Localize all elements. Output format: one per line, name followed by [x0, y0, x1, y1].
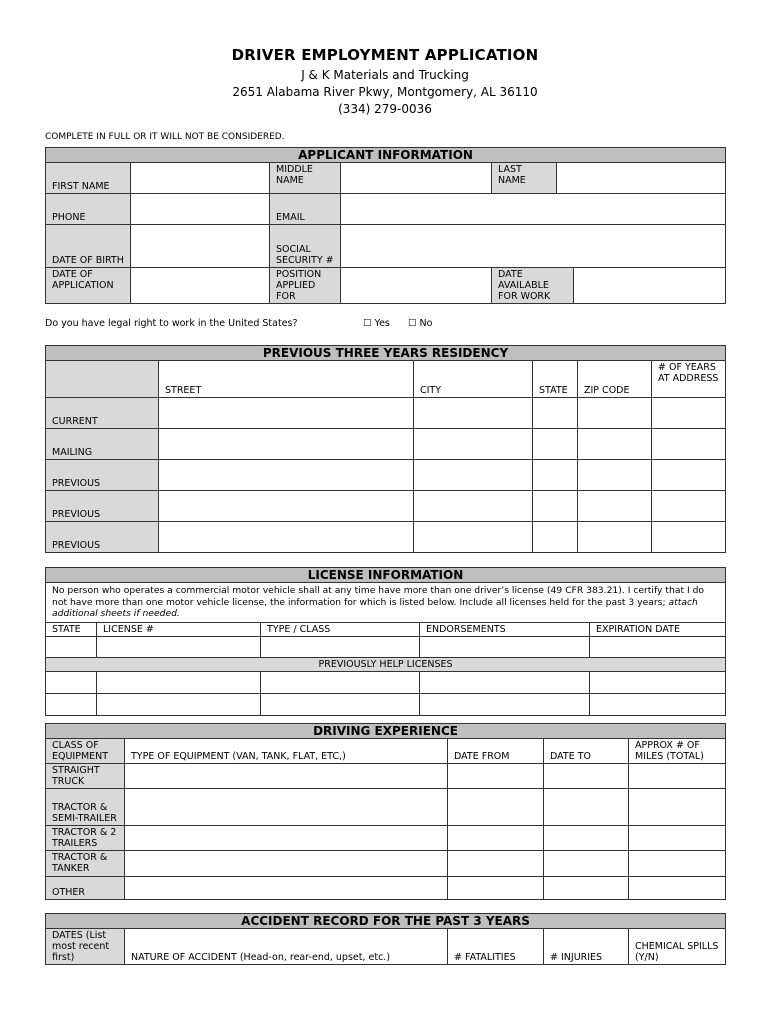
city-field[interactable]	[414, 522, 533, 553]
endorsements-field[interactable]	[420, 693, 590, 715]
license-class-header: TYPE / CLASS	[261, 622, 420, 636]
license-notice-italic: attach additional sheets if needed.	[52, 596, 698, 619]
state-header: STATE	[533, 361, 578, 398]
street-field[interactable]	[159, 429, 414, 460]
license-state-field[interactable]	[46, 693, 97, 715]
company-phone: (334) 279-0036	[338, 102, 432, 116]
residency-row-label: MAILING	[46, 429, 159, 460]
date-to-field[interactable]	[544, 877, 629, 900]
state-field[interactable]	[533, 491, 578, 522]
first-name-label: FIRST NAME	[46, 163, 131, 194]
years-field[interactable]	[652, 491, 726, 522]
middle-name-label: MIDDLE NAME	[270, 163, 341, 194]
years-header: # OF YEARS AT ADDRESS	[652, 361, 726, 398]
company-address: 2651 Alabama River Pkwy, Montgomery, AL 36110	[232, 85, 538, 99]
years-field[interactable]	[652, 460, 726, 491]
chemical-spills-header: CHEMICAL SPILLS (Y/N)	[629, 929, 726, 965]
license-state-field[interactable]	[46, 636, 97, 657]
last-name-label: LAST NAME	[492, 163, 557, 194]
state-field[interactable]	[533, 522, 578, 553]
equipment-class-label: TRACTOR & 2 TRAILERS	[46, 826, 125, 851]
experience-table	[45, 723, 726, 900]
city-header: CITY	[414, 361, 533, 398]
street-field[interactable]	[159, 460, 414, 491]
city-field[interactable]	[414, 491, 533, 522]
applicant-table	[45, 147, 726, 304]
legal-right-question	[45, 318, 433, 329]
date-from-field[interactable]	[448, 764, 544, 789]
position-label: POSITION APPLIED FOR	[270, 268, 341, 304]
miles-field[interactable]	[629, 789, 726, 826]
date-from-field[interactable]	[448, 789, 544, 826]
yes-checkbox[interactable]: ☐ Yes	[363, 318, 390, 329]
years-field[interactable]	[652, 398, 726, 429]
street-field[interactable]	[159, 491, 414, 522]
phone-field[interactable]	[131, 194, 270, 225]
email-field[interactable]	[341, 194, 726, 225]
date-of-application-label: DATE OF APPLICATION	[46, 268, 131, 304]
residency-row-label: PREVIOUS	[46, 460, 159, 491]
equipment-class-label: OTHER	[46, 877, 125, 900]
zip-header: ZIP CODE	[578, 361, 652, 398]
completion-note: COMPLETE IN FULL OR IT WILL NOT BE CONSIDERED.	[45, 132, 285, 142]
license-table	[45, 567, 726, 716]
zip-field[interactable]	[578, 398, 652, 429]
equipment-class-label: TRACTOR & TANKER	[46, 851, 125, 877]
middle-name-field[interactable]	[341, 163, 492, 194]
license-class-field[interactable]	[261, 671, 420, 693]
date-to-field[interactable]	[544, 826, 629, 851]
residency-heading: PREVIOUS THREE YEARS RESIDENCY	[46, 346, 726, 361]
street-field[interactable]	[159, 398, 414, 429]
dob-field[interactable]	[131, 225, 270, 268]
company-name: J & K Materials and Trucking	[301, 68, 469, 82]
last-name-field[interactable]	[557, 163, 726, 194]
date-from-header: DATE FROM	[448, 739, 544, 764]
date-from-field[interactable]	[448, 851, 544, 877]
miles-field[interactable]	[629, 877, 726, 900]
residency-row-label: PREVIOUS	[46, 491, 159, 522]
zip-field[interactable]	[578, 460, 652, 491]
date-of-application-field[interactable]	[131, 268, 270, 304]
equipment-type-field[interactable]	[125, 877, 448, 900]
class-header: CLASS OF EQUIPMENT	[46, 739, 125, 764]
ssn-field[interactable]	[341, 225, 726, 268]
residency-row-label: PREVIOUS	[46, 522, 159, 553]
equipment-type-field[interactable]	[125, 826, 448, 851]
zip-field[interactable]	[578, 491, 652, 522]
accident-table	[45, 913, 726, 965]
legal-right-text: Do you have legal right to work in the United States?	[45, 318, 298, 329]
ssn-label: SOCIAL SECURITY #	[270, 225, 341, 268]
city-field[interactable]	[414, 460, 533, 491]
endorsements-field[interactable]	[420, 671, 590, 693]
city-field[interactable]	[414, 398, 533, 429]
miles-field[interactable]	[629, 764, 726, 789]
equipment-type-field[interactable]	[125, 851, 448, 877]
form-title: DRIVER EMPLOYMENT APPLICATION	[231, 46, 539, 64]
first-name-field[interactable]	[131, 163, 270, 194]
date-available-label: DATE AVAILABLE FOR WORK	[492, 268, 574, 304]
expiration-field[interactable]	[590, 636, 726, 657]
date-to-field[interactable]	[544, 789, 629, 826]
date-from-field[interactable]	[448, 877, 544, 900]
residency-table	[45, 345, 726, 553]
years-field[interactable]	[652, 522, 726, 553]
miles-header: APPROX # OF MILES (TOTAL)	[629, 739, 726, 764]
accident-dates-header: DATES (List most recent first)	[46, 929, 125, 965]
street-header: STREET	[159, 361, 414, 398]
endorsements-header: ENDORSEMENTS	[420, 622, 590, 636]
street-field[interactable]	[159, 522, 414, 553]
no-checkbox[interactable]: ☐ No	[408, 318, 433, 329]
date-to-field[interactable]	[544, 764, 629, 789]
previous-licenses-heading: PREVIOUSLY HELP LICENSES	[46, 657, 726, 671]
license-notice-text: No person who operates a commercial motor vehicle shall at any time have more than one driver’s license (49 CFR 383.21). I certify that I do not have more than one motor vehicle license, the information for which is listed below. Include all licenses held for the past 3 years;	[52, 585, 705, 608]
expiration-field[interactable]	[590, 693, 726, 715]
state-field[interactable]	[533, 460, 578, 491]
license-class-field[interactable]	[261, 636, 420, 657]
miles-field[interactable]	[629, 826, 726, 851]
fatalities-header: # FATALITIES	[448, 929, 544, 965]
zip-field[interactable]	[578, 429, 652, 460]
city-field[interactable]	[414, 429, 533, 460]
state-field[interactable]	[533, 398, 578, 429]
years-field[interactable]	[652, 429, 726, 460]
expiration-header: EXPIRATION DATE	[590, 622, 726, 636]
equipment-class-label: TRACTOR & SEMI-TRAILER	[46, 789, 125, 826]
residency-row-label: CURRENT	[46, 398, 159, 429]
license-number-header: LICENSE #	[97, 622, 261, 636]
experience-heading: DRIVING EXPERIENCE	[46, 724, 726, 739]
license-state-header: STATE	[46, 622, 97, 636]
date-to-field[interactable]	[544, 851, 629, 877]
residency-corner	[46, 361, 159, 398]
date-to-header: DATE TO	[544, 739, 629, 764]
license-number-field[interactable]	[97, 636, 261, 657]
date-from-field[interactable]	[448, 826, 544, 851]
zip-field[interactable]	[578, 522, 652, 553]
license-state-field[interactable]	[46, 671, 97, 693]
license-number-field[interactable]	[97, 693, 261, 715]
license-notice	[46, 583, 726, 623]
expiration-field[interactable]	[590, 671, 726, 693]
applicant-heading: APPLICANT INFORMATION	[46, 148, 726, 163]
date-available-field[interactable]	[574, 268, 726, 304]
accident-heading: ACCIDENT RECORD FOR THE PAST 3 YEARS	[46, 914, 726, 929]
email-label: EMAIL	[270, 194, 341, 225]
equipment-class-label: STRAIGHT TRUCK	[46, 764, 125, 789]
equipment-type-field[interactable]	[125, 764, 448, 789]
equipment-type-field[interactable]	[125, 789, 448, 826]
equipment-type-header: TYPE OF EQUIPMENT (VAN, TANK, FLAT, ETC,)	[125, 739, 448, 764]
phone-label: PHONE	[46, 194, 131, 225]
position-field[interactable]	[341, 268, 492, 304]
license-class-field[interactable]	[261, 693, 420, 715]
state-field[interactable]	[533, 429, 578, 460]
license-number-field[interactable]	[97, 671, 261, 693]
dob-label: DATE OF BIRTH	[46, 225, 131, 268]
endorsements-field[interactable]	[420, 636, 590, 657]
injuries-header: # INJURIES	[544, 929, 629, 965]
miles-field[interactable]	[629, 851, 726, 877]
accident-nature-header: NATURE OF ACCIDENT (Head-on, rear-end, upset, etc.)	[125, 929, 448, 965]
license-heading: LICENSE INFORMATION	[46, 568, 726, 583]
